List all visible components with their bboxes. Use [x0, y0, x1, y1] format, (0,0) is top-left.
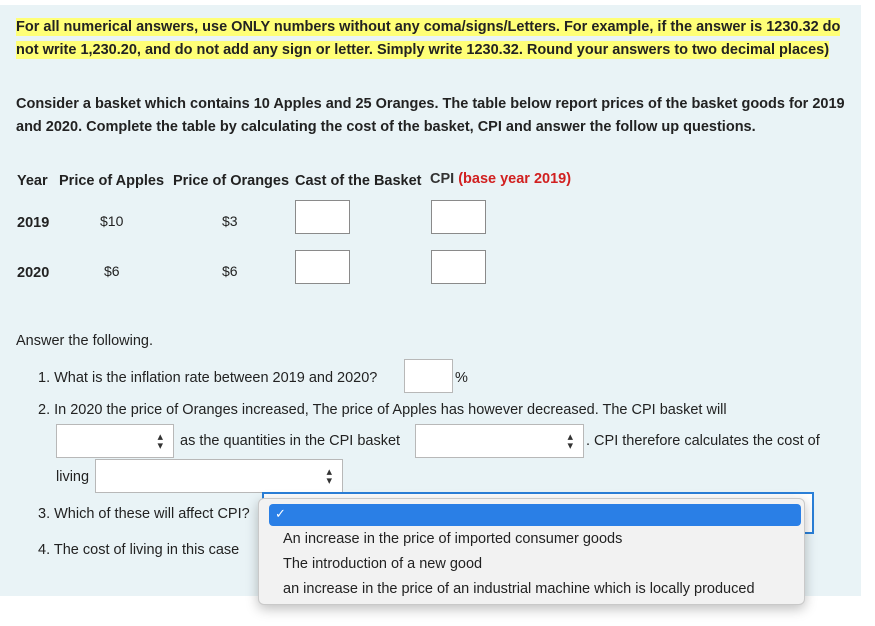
q1-text: 1. What is the inflation rate between 2019 and 2020?: [38, 370, 378, 386]
up-down-chevron-icon: ▴ ▾: [157, 431, 163, 452]
living-text: living: [56, 469, 90, 485]
header-price-apples: Price of Apples: [59, 173, 165, 189]
q2-mid-text: as the quantities in the CPI basket: [180, 433, 401, 449]
instructions-part3: use ONLY numbers without any coma/signs/Letters. For example, if the answer is 1230.32 do not write 1,230.20, and do not add any sign or letter. Simply write 1230.32. Round your answers to two decimal places): [16, 19, 841, 58]
cpi-2020-input[interactable]: [431, 250, 486, 284]
percent-sign: %: [455, 370, 468, 386]
dropdown-option-blank-selected[interactable]: [269, 504, 801, 526]
header-cpi: [430, 171, 571, 187]
dropdown-option[interactable]: An increase in the price of imported consumer goods: [283, 531, 623, 547]
up-down-chevron-icon: ▴ ▾: [567, 431, 573, 452]
price-apples: $10: [100, 213, 124, 229]
q4-text: 4. The cost of living in this case: [38, 542, 240, 558]
dropdown-menu: [258, 498, 805, 605]
instructions: [16, 16, 846, 62]
instructions-part1: For all: [16, 19, 64, 35]
q2-end-text: . CPI therefore calculates the cost of: [586, 433, 820, 449]
q2-text: 2. In 2020 the price of Oranges increased, The price of Apples has however decreased. The CPI basket will: [38, 402, 727, 418]
inflation-rate-input[interactable]: [404, 359, 453, 393]
row-year: 2020: [17, 265, 50, 281]
up-down-chevron-icon: ▴ ▾: [326, 466, 332, 487]
header-cpi-base: (base year 2019): [458, 171, 572, 187]
price-oranges: $3: [222, 213, 238, 229]
dropdown-option[interactable]: an increase in the price of an industrial machine which is locally produced: [283, 581, 755, 597]
header-cpi-label: CPI: [430, 171, 455, 187]
checkmark-icon: ✓: [275, 506, 286, 521]
cost-of-living-select[interactable]: [95, 459, 343, 493]
question-text: Consider a basket which contains 10 Apples and 25 Oranges. The table below report prices of the basket goods for 2019 and 2020. Complete the table by calculating the cost of the basket, CPI and answer the follow up questions.: [16, 96, 845, 135]
price-apples: $6: [104, 263, 120, 279]
quantities-select[interactable]: [415, 424, 584, 458]
cpi-basket-will-select[interactable]: [56, 424, 174, 458]
header-year: Year: [17, 173, 48, 189]
row-year: 2019: [17, 215, 50, 231]
header-cost-basket: Cast of the Basket: [295, 173, 422, 189]
answer-heading: Answer the following.: [16, 333, 154, 349]
cost-basket-2019-input[interactable]: [295, 200, 350, 234]
q3-text: 3. Which of these will affect CPI?: [38, 506, 250, 522]
instructions-emphasis: numerical answers,: [63, 19, 199, 35]
dropdown-option[interactable]: The introduction of a new good: [283, 556, 483, 572]
header-price-oranges: Price of Oranges: [173, 173, 290, 189]
cost-basket-2020-input[interactable]: [295, 250, 350, 284]
cpi-2019-input[interactable]: [431, 200, 486, 234]
price-oranges: $6: [222, 263, 238, 279]
